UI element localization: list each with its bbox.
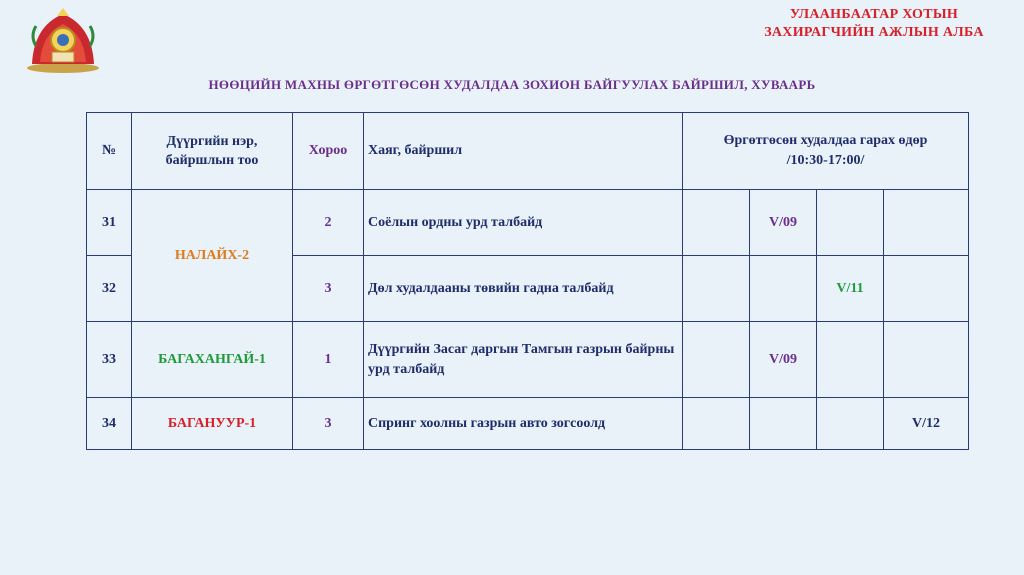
date-cell-3: [817, 398, 884, 450]
header-date-line-1: Өргөтгөсөн худалдаа гарах өдөр: [723, 133, 928, 148]
header-no: №: [87, 113, 132, 190]
date-cell-3: V/11: [817, 256, 884, 322]
date-cell-1: [683, 322, 750, 398]
address-text: Соёлын ордны урд талбайд: [368, 214, 543, 230]
row-no: 32: [87, 256, 132, 322]
table-header-row: [87, 113, 969, 190]
header-address: Хаяг, байршил: [364, 113, 683, 190]
header-district-line-2: байршлын тоо: [165, 153, 259, 168]
address-text: Дөл худалдааны төвийн гадна талбайд: [368, 280, 614, 296]
date-cell-4: [884, 190, 969, 256]
schedule-table: [86, 112, 969, 450]
page-title: НӨӨЦИЙН МАХНЫ ӨРГӨТГӨСӨН ХУДАЛДАА ЗОХИОН БАЙГУУЛАХ БАЙРШИЛ, ХУВААРЬ: [208, 77, 816, 92]
date-cell-2: V/09: [750, 190, 817, 256]
address: [364, 322, 683, 398]
table-row: [87, 398, 969, 450]
row-no: 33: [87, 322, 132, 398]
district-name: БАГАНУУР-1: [132, 398, 293, 450]
date-cell-3: [817, 190, 884, 256]
header-district-line-1: Дүүргийн нэр,: [166, 134, 258, 149]
row-no: 34: [87, 398, 132, 450]
table-row: [87, 322, 969, 398]
date-cell-2: V/09: [750, 322, 817, 398]
district-name: БАГАХАНГАЙ-1: [132, 322, 293, 398]
date-cell-1: [683, 256, 750, 322]
address-text: Дүүргийн Засаг даргын Тамгын газрын байрны урд талбайд: [368, 341, 675, 377]
khoroo-number: 1: [293, 322, 364, 398]
header-khoroo: Хороо: [293, 113, 364, 190]
khoroo-number: 2: [293, 190, 364, 256]
table-row: [87, 190, 969, 256]
header-date: [683, 113, 969, 190]
khoroo-number: 3: [293, 256, 364, 322]
address: [364, 256, 683, 322]
header-date-line-2: /10:30-17:00/: [786, 153, 865, 168]
organization-name: [744, 6, 1004, 42]
date-cell-2: [750, 398, 817, 450]
org-line-1: УЛААНБААТАР ХОТЫН: [789, 7, 959, 22]
header-district: [132, 113, 293, 190]
address-text: Спринг хоолны газрын авто зогсоолд: [368, 415, 606, 431]
date-cell-1: [683, 398, 750, 450]
khoroo-number: 3: [293, 398, 364, 450]
date-cell-2: [750, 256, 817, 322]
ulaanbaatar-emblem-icon: [22, 6, 104, 74]
district-name: НАЛАЙХ-2: [132, 190, 293, 322]
date-cell-4: [884, 322, 969, 398]
date-cell-3: [817, 322, 884, 398]
date-cell-4: [884, 256, 969, 322]
row-no: 31: [87, 190, 132, 256]
date-cell-1: [683, 190, 750, 256]
org-line-2: ЗАХИРАГЧИЙН АЖЛЫН АЛБА: [764, 25, 984, 40]
address: [364, 398, 683, 450]
address: [364, 190, 683, 256]
date-cell-4: V/12: [884, 398, 969, 450]
